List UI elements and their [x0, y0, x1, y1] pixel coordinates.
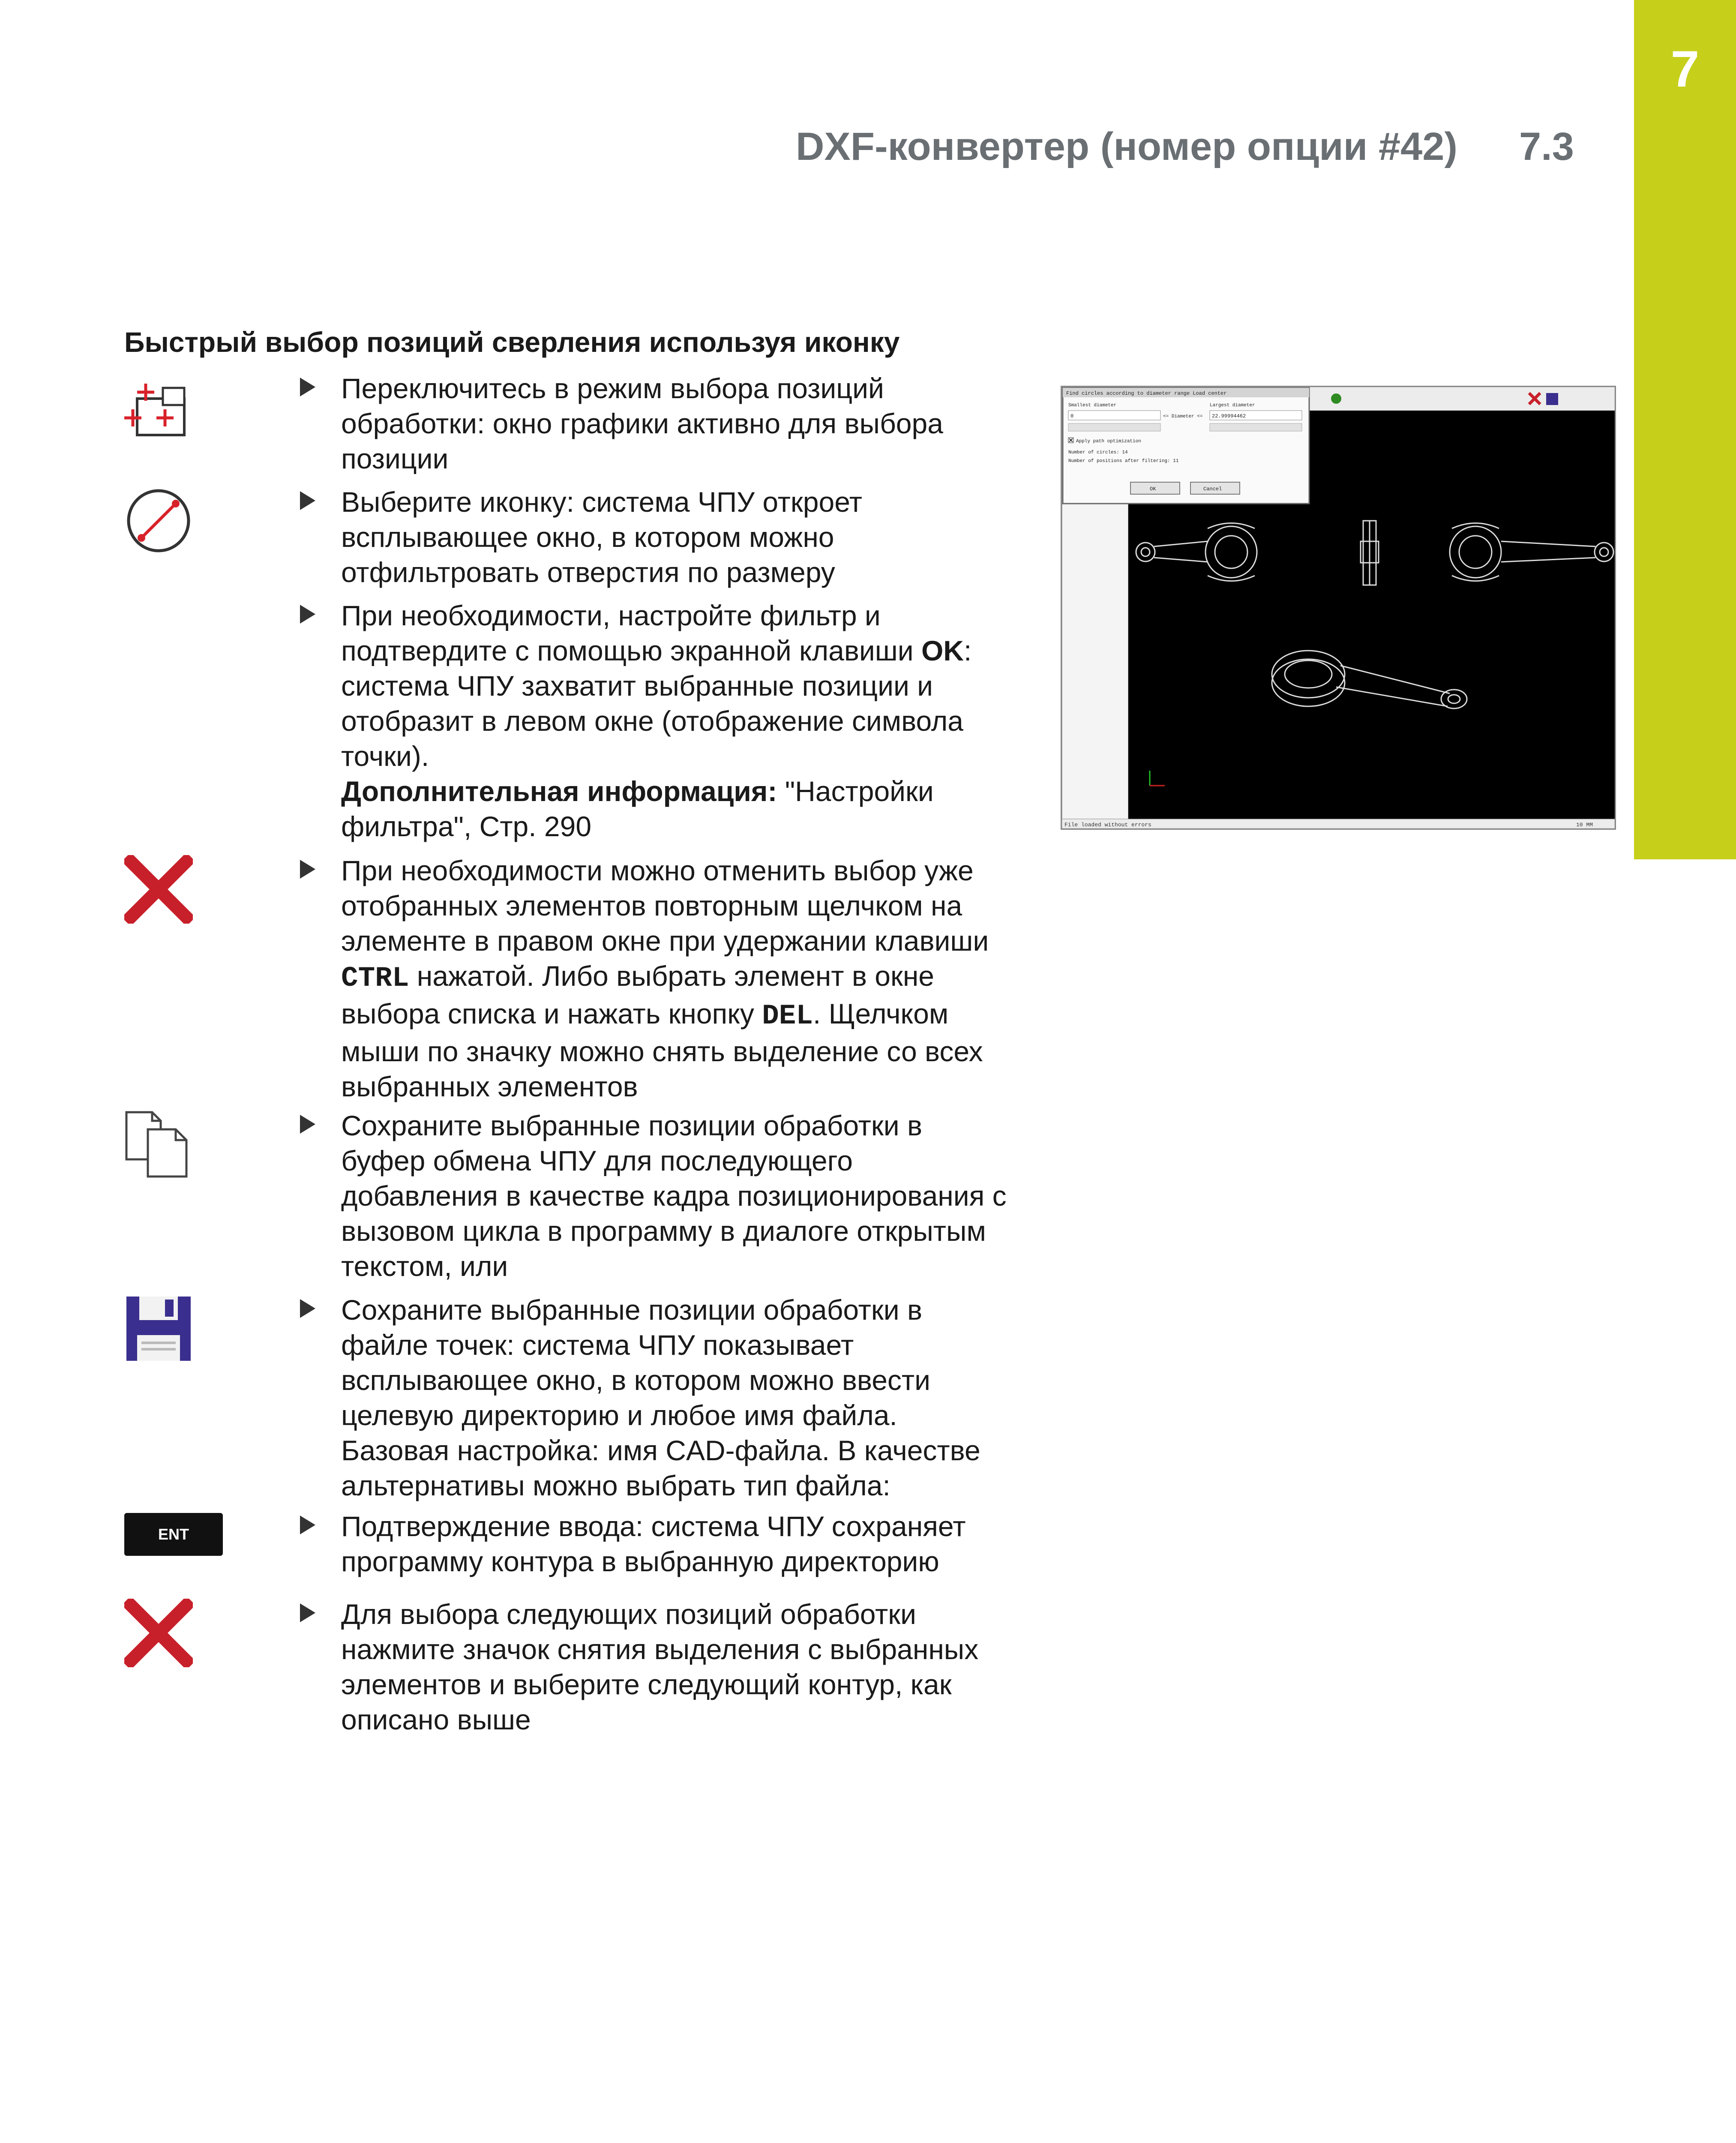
- positions-after: Number of positions after filtering: 11: [1068, 459, 1179, 464]
- step-7: [300, 1509, 1011, 1579]
- save-floppy-icon: [1546, 393, 1558, 405]
- bullet-arrow-icon: [300, 378, 315, 396]
- header-section-number: 7.3: [1519, 125, 1574, 168]
- smallest-label: Smallest diameter: [1068, 403, 1117, 408]
- step-4: [300, 853, 1011, 1104]
- apply-optimization-label: Apply path optimization: [1076, 439, 1141, 444]
- step-text: При необходимости, настройте фильтр и подтвердите с помощью экранной клавиши OK: система ЧПУ захватит выбранные позиции и отобразит в левом окне (отображение символа точки). Дополнительная информация: "Настройки фильтра", Стр. 290: [341, 600, 972, 842]
- circles-count: Number of circles: 14: [1068, 450, 1128, 455]
- select-positions-icon: [124, 377, 193, 441]
- filter-dialog: [1063, 388, 1309, 504]
- bullet-arrow-icon: [300, 1299, 315, 1318]
- largest-value: 22.99994462: [1212, 413, 1246, 419]
- more-info-label: Дополнительная информация:: [341, 775, 777, 807]
- status-right: 10 MM: [1576, 822, 1593, 828]
- section-title: Быстрый выбор позиций сверления используя иконку: [124, 326, 900, 358]
- green-dot-icon: [1331, 393, 1341, 404]
- header-title: DXF-конвертер (номер опции #42): [795, 125, 1457, 168]
- step-text: Для выбора следующих позиций обработки нажмите значок снятия выделения с выбранных элементов и выберите следующий контур, как описано выше: [341, 1598, 979, 1735]
- chapter-number: 7: [1670, 40, 1700, 98]
- step-3: [300, 598, 1011, 844]
- step-text: Сохраните выбранные позиции обработки в буфер обмена ЧПУ для последующего добавления в качестве кадра позиционирования с вызовом цикла в программу в диалоге открытым текстом, или: [341, 1110, 1007, 1282]
- step-text: При необходимости можно отменить выбор уже отобранных элементов повторным щелчком на элементе в правом окне при удержании клавиши CTRL нажатой. Либо выбрать элемент в окне выбора списка и нажать кнопку DEL. Щелчком мыши по значку можно снять выделение со всех выбранных элементов: [341, 855, 989, 1102]
- more-info-reference: "Настройки фильтра", Стр. 290: [341, 775, 934, 842]
- bullet-arrow-icon: [300, 1603, 315, 1622]
- bullet-arrow-icon: [300, 605, 315, 624]
- bullet-arrow-icon: [300, 1115, 315, 1134]
- dialog-title: Find circles according to diameter range Load center: [1066, 390, 1227, 396]
- key-del: DEL: [762, 1000, 813, 1032]
- softkey-ok: OK: [921, 635, 964, 666]
- chapter-tab: [1634, 0, 1736, 859]
- status-left: File loaded without errors: [1064, 822, 1151, 828]
- bullet-arrow-icon: [300, 1516, 315, 1534]
- cnc-screenshot: [1061, 386, 1616, 830]
- step-1: [300, 371, 1011, 476]
- bullet-arrow-icon: [300, 491, 315, 510]
- diameter-filter-icon: [124, 486, 193, 555]
- step-5: [300, 1108, 1011, 1284]
- step-text: Переключитесь в режим выбора позиций обработки: окно графики активно для выбора позиции: [341, 372, 943, 474]
- deselect-x-icon: [124, 855, 193, 924]
- step-text: Выберите иконку: система ЧПУ откроет всплывающее окно, в котором можно отфильтровать отверстия по размеру: [341, 486, 862, 588]
- range-label: <= Diameter <=: [1163, 414, 1203, 419]
- dialog-cancel-label: Cancel: [1203, 486, 1222, 492]
- smallest-value: 0: [1070, 413, 1074, 419]
- step-text: Подтверждение ввода: система ЧПУ сохраняет программу контура в выбранную директорию: [341, 1510, 966, 1577]
- bullet-arrow-icon: [300, 860, 315, 879]
- step-2: [300, 484, 1011, 590]
- largest-label: Largest diameter: [1210, 403, 1255, 408]
- clipboard-copy-icon: [124, 1110, 193, 1179]
- dialog-ok-label: OK: [1150, 486, 1156, 492]
- ent-key: ENT: [124, 1513, 223, 1556]
- step-6: [300, 1292, 1011, 1503]
- deselect-x-icon: [124, 1599, 193, 1667]
- connecting-rod-side: [1361, 521, 1379, 585]
- step-text: Сохраните выбранные позиции обработки в файле точек: система ЧПУ показывает всплывающее окно, в котором можно ввести целевую директорию и любое имя файла. Базовая настройка: имя CAD-файла. В качестве альтернативы можно выбрать тип файла:: [341, 1294, 980, 1501]
- save-floppy-icon: [124, 1294, 193, 1363]
- step-8: [300, 1597, 1011, 1737]
- key-ctrl: CTRL: [341, 962, 409, 994]
